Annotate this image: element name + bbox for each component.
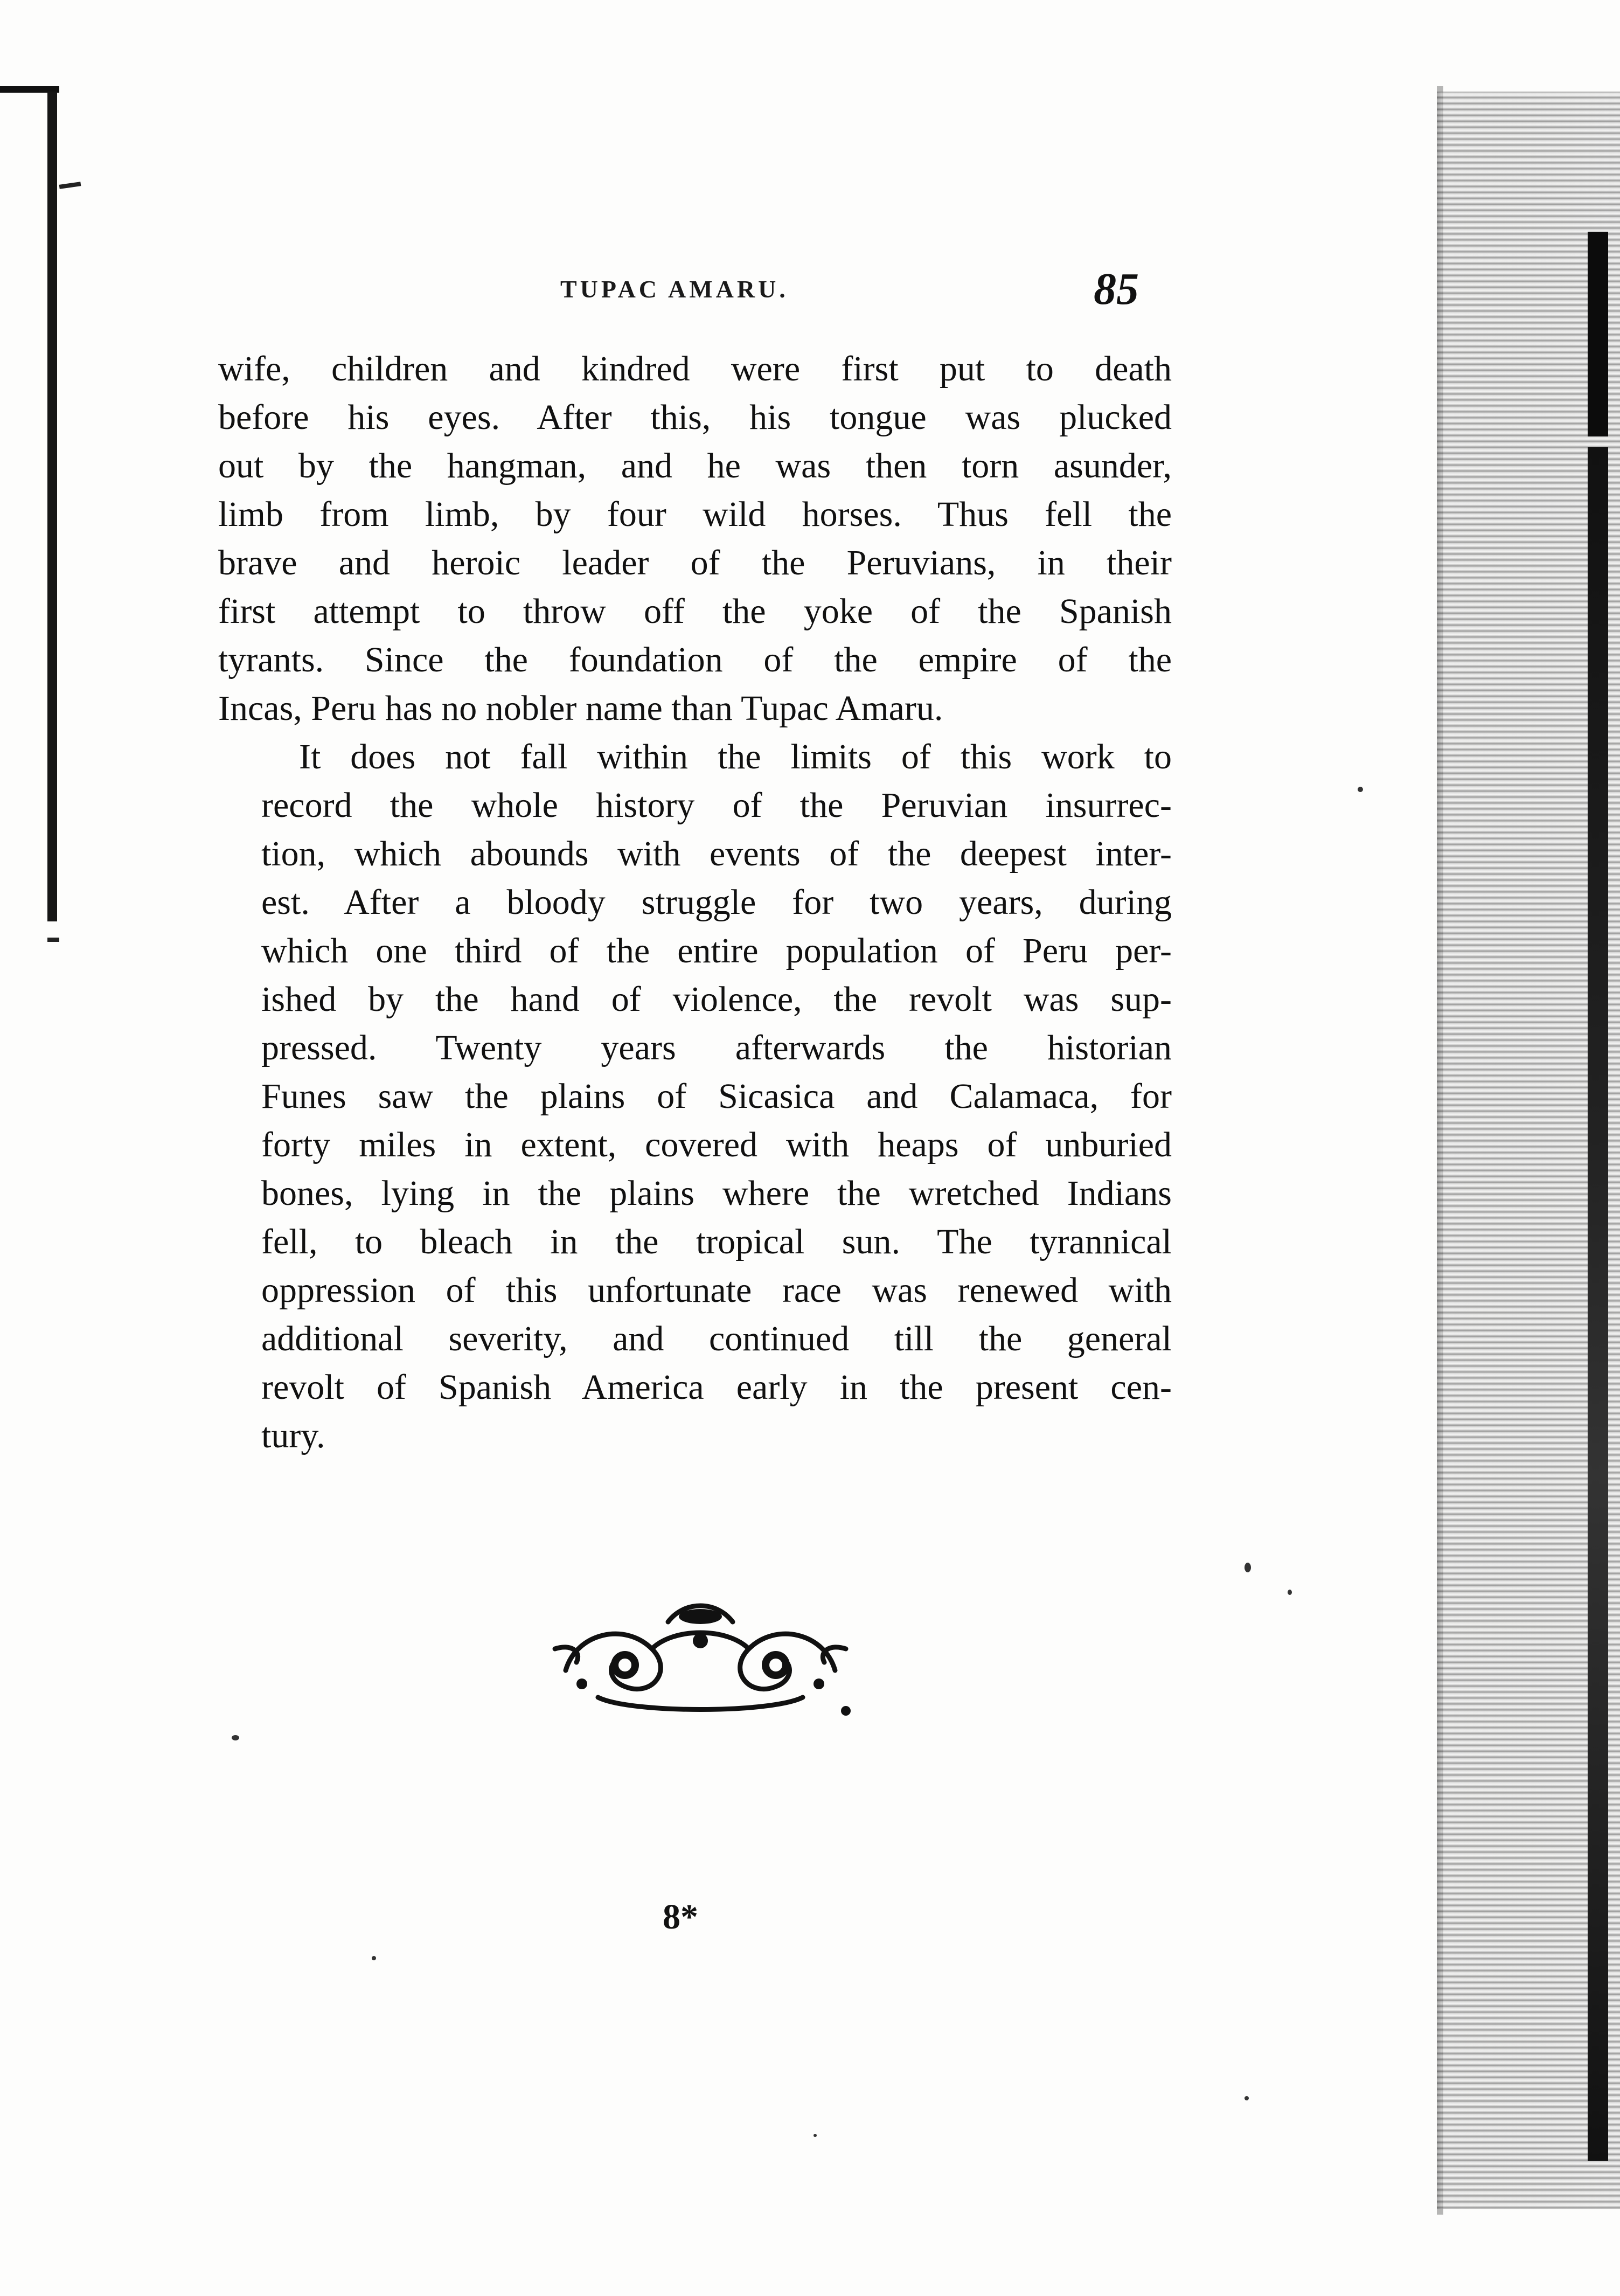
scan-speck bbox=[1244, 2096, 1249, 2100]
text-line: bones, lying in the plains where the wretched Indians bbox=[261, 1174, 1172, 1213]
paragraph bbox=[218, 733, 1172, 1460]
signature-mark: 8* bbox=[663, 1897, 698, 1937]
binding-gutter bbox=[1437, 0, 1620, 2296]
paragraph bbox=[218, 345, 1172, 733]
text-line: Funes saw the plains of Sicasica and Calamaca, for bbox=[261, 1077, 1172, 1116]
text-line: wife, children and kindred were first put to death bbox=[218, 349, 1172, 389]
text-line: oppression of this unfortunate race was renewed with bbox=[261, 1271, 1172, 1310]
text-line: fell, to bleach in the tropical sun. The tyrannical bbox=[261, 1222, 1172, 1261]
text-line: tion, which abounds with events of the deepest inter- bbox=[261, 834, 1172, 873]
text-line: tury. bbox=[261, 1416, 325, 1455]
running-title: TUPAC AMARU. bbox=[560, 275, 789, 303]
scan-speck bbox=[1244, 1563, 1251, 1572]
text-line: which one third of the entire population of Peru per- bbox=[261, 931, 1172, 970]
text-line: tyrants. Since the foundation of the empire of the bbox=[218, 640, 1172, 679]
scan-left-border bbox=[47, 92, 57, 921]
scan-speck bbox=[814, 2134, 817, 2137]
text-line: ished by the hand of violence, the revolt was sup- bbox=[261, 980, 1172, 1019]
text-line: revolt of Spanish America early in the present cen- bbox=[261, 1368, 1172, 1407]
scan-speck bbox=[372, 1956, 376, 1960]
text-line: It does not fall within the limits of this work to bbox=[299, 737, 1172, 776]
text-line: pressed. Twenty years afterwards the historian bbox=[261, 1028, 1172, 1067]
text-line: record the whole history of the Peruvian insurrec- bbox=[261, 786, 1172, 825]
text-line: before his eyes. After this, his tongue was plucked bbox=[218, 398, 1172, 437]
text-line: additional severity, and continued till the general bbox=[261, 1319, 1172, 1358]
scan-speck bbox=[1358, 787, 1363, 792]
text-line: brave and heroic leader of the Peruvians, in their bbox=[218, 543, 1172, 582]
text-line: first attempt to throw off the yoke of the Spanish bbox=[218, 592, 1172, 631]
text-line: est. After a bloody struggle for two years, during bbox=[261, 883, 1172, 922]
scan-speck bbox=[47, 938, 59, 942]
text-line: limb from limb, by four wild horses. Thus fell the bbox=[218, 495, 1172, 534]
text-line: forty miles in extent, covered with heaps of unburied bbox=[261, 1125, 1172, 1164]
body-text bbox=[218, 345, 1172, 1460]
gutter-shadow bbox=[1588, 447, 1608, 2161]
scan-speck bbox=[59, 182, 81, 189]
text-line: Incas, Peru has no nobler name than Tupac Amaru. bbox=[218, 689, 943, 728]
page-number: 85 bbox=[1094, 264, 1139, 314]
scan-speck bbox=[1288, 1590, 1292, 1595]
floral-tailpiece-ornament bbox=[544, 1590, 857, 1719]
gutter-shadow bbox=[1588, 232, 1608, 436]
scan-speck bbox=[232, 1735, 239, 1740]
text-line: out by the hangman, and he was then torn asunder, bbox=[218, 446, 1172, 485]
